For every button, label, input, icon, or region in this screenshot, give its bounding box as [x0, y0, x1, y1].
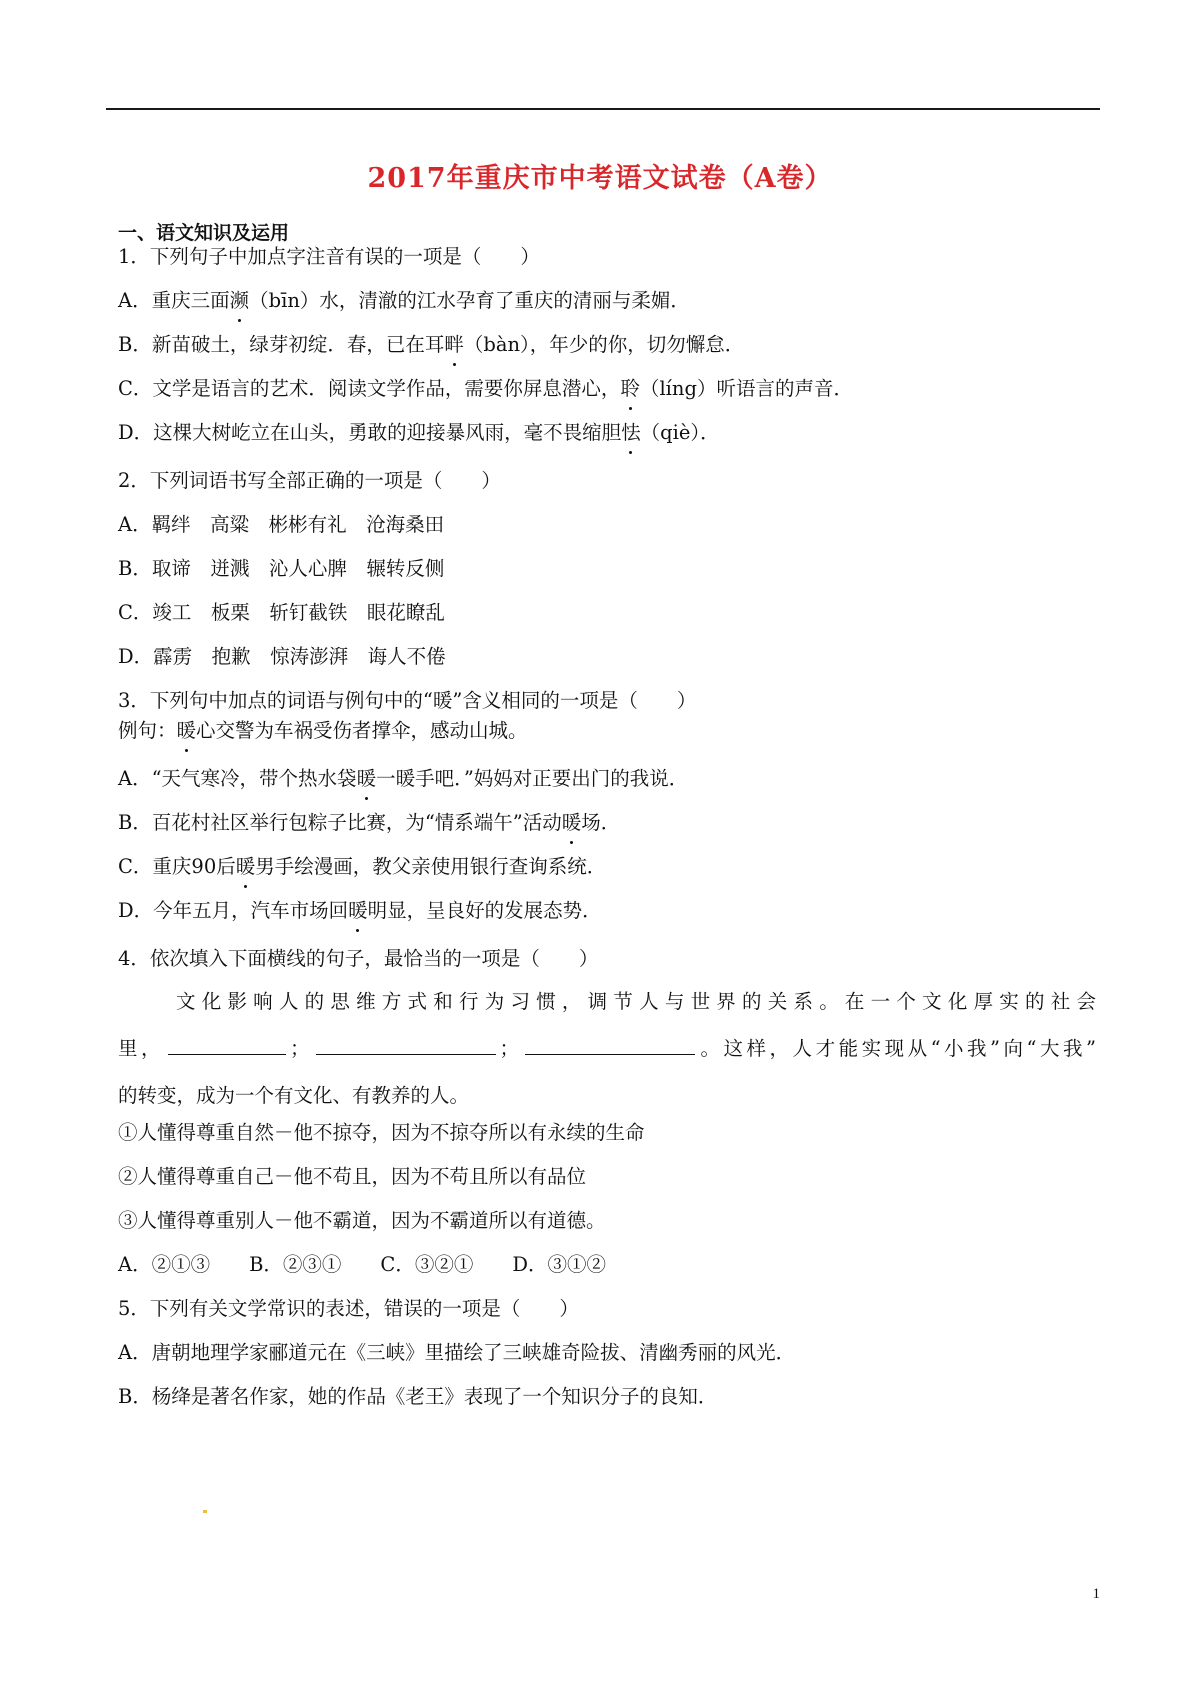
q3-b-dotted-char: 暖 — [561, 811, 582, 834]
q4-passage-line3: 的转变，成为一个有文化、有教养的人。 — [118, 1084, 470, 1107]
q4-sep-2: ； — [499, 1037, 522, 1060]
q3-stem: 3．下列句中加点的词语与例句中的“暖”含义相同的一项是（ ） — [118, 689, 697, 712]
q3-option-b — [118, 810, 620, 836]
q1-c-post: （líng）听语言的声音． — [639, 377, 853, 400]
q1-stem: 1．下列句子中加点字注音有误的一项是（ ） — [118, 245, 540, 268]
q4-sep-1: ； — [290, 1037, 312, 1060]
q1-b-post: （bàn），年少的你，切勿懈怠． — [463, 333, 745, 356]
q4-passage-start: 里， — [118, 1037, 165, 1060]
q1-b-dotted-char: 畔 — [444, 333, 464, 356]
q4-choices: A．②①③ B．②③① C．③②① D．③①② — [118, 1253, 606, 1276]
q3-option-d — [118, 898, 602, 924]
q1-d-post: （qiè）． — [640, 421, 720, 444]
q3-option-c — [118, 854, 606, 880]
q3-c-pre: C．重庆90后 — [118, 855, 236, 878]
q3-b-post: 场． — [581, 811, 621, 834]
q4-passage-line1: 文化影响人的思维方式和行为习惯，调节人与世界的关系。在一个文化厚实的社会 — [176, 990, 1098, 1013]
q3-b-pre: B．百花村社区举行包粽子比赛，为“情系端午”活动 — [118, 811, 562, 834]
q1-a-pre: A．重庆三面 — [118, 289, 230, 312]
q3-a-post: 一暖手吧．”妈妈对正要出门的我说． — [376, 767, 689, 790]
q4-passage — [118, 978, 1098, 1119]
q4-option-1: ①人懂得尊重自然－他不掠夺，因为不掠夺所以有永续的生命 — [118, 1121, 645, 1144]
q2-option-b: B．取谛 迸溅 沁人心脾 辗转反侧 — [118, 557, 445, 580]
q2-option-d: D．霹雳 抱歉 惊涛澎湃 诲人不倦 — [118, 645, 446, 668]
q5-option-b: B．杨绛是著名作家，她的作品《老王》表现了一个知识分子的良知． — [118, 1385, 718, 1408]
q3-a-dotted-char: 暖 — [356, 767, 377, 790]
q1-a-dotted-char: 濒 — [229, 289, 250, 312]
blank-3 — [525, 1036, 695, 1055]
q4-option-3: ③人懂得尊重别人－他不霸道，因为不霸道所以有道德。 — [118, 1209, 606, 1232]
q5-stem: 5．下列有关文学常识的表述，错误的一项是（ ） — [118, 1297, 579, 1320]
q4-option-2: ②人懂得尊重自己－他不苟且，因为不苟且所以有品位 — [118, 1165, 587, 1188]
q3-example-dotted-char: 暖 — [176, 719, 197, 742]
q4-stem: 4．依次填入下面横线的句子，最恰当的一项是（ ） — [118, 947, 599, 970]
header-rule — [106, 108, 1100, 110]
blank-2 — [316, 1036, 496, 1055]
q3-c-dotted-char: 暖 — [235, 855, 256, 878]
q3-d-dotted-char: 暖 — [348, 899, 368, 922]
q1-d-pre: D．这棵大树屹立在山头，勇敢的迎接暴风雨，毫不畏缩胆 — [118, 421, 622, 444]
q1-option-b — [118, 332, 744, 358]
q1-c-pre: C．文学是语言的艺术．阅读文学作品，需要你屏息潜心， — [118, 377, 621, 400]
q3-example-pre: 例句： — [118, 719, 177, 742]
q1-c-dotted-char: 聆 — [620, 377, 640, 400]
q5-option-a: A．唐朝地理学家郦道元在《三峡》里描绘了三峡雄奇险拔、清幽秀丽的风光． — [118, 1341, 796, 1364]
scan-mark — [203, 1510, 207, 1513]
q1-option-a — [118, 288, 690, 314]
q4-passage-end: 。这样，人才能实现从“小我”向“大我” — [699, 1037, 1098, 1060]
q1-b-pre: B．新苗破土，绿芽初绽．春，已在耳 — [118, 333, 445, 356]
q3-c-post: 男手绘漫画，教父亲使用银行查询系统． — [255, 855, 607, 878]
blank-1 — [168, 1036, 286, 1055]
q3-example-post: 心交警为车祸受伤者撑伞，感动山城。 — [196, 719, 528, 742]
q3-option-a — [118, 766, 688, 792]
section-heading: 一、语文知识及运用 — [118, 222, 290, 244]
q3-d-pre: D．今年五月，汽车市场回 — [118, 899, 349, 922]
q3-a-pre: A．“天气寒冷，带个热水袋 — [118, 767, 357, 790]
page-number: 1 — [1092, 1586, 1100, 1602]
q2-option-a: A．羁绊 高粱 彬彬有礼 沧海桑田 — [118, 513, 445, 536]
q1-a-post: （bīn）水，清澈的江水孕育了重庆的清丽与柔媚． — [249, 289, 690, 312]
q1-option-d — [118, 420, 720, 446]
page-title: 2017年重庆市中考语文试卷（A卷） — [367, 163, 833, 194]
q4-passage-line2 — [118, 1025, 1098, 1072]
q2-stem: 2．下列词语书写全部正确的一项是（ ） — [118, 469, 501, 492]
q3-d-post: 明显，呈良好的发展态势． — [367, 899, 602, 922]
q1-d-dotted-char: 怯 — [621, 421, 641, 444]
q2-option-c: C．竣工 板栗 斩钉截铁 眼花瞭乱 — [118, 601, 445, 624]
q3-example — [118, 718, 528, 744]
q1-option-c — [118, 376, 853, 402]
